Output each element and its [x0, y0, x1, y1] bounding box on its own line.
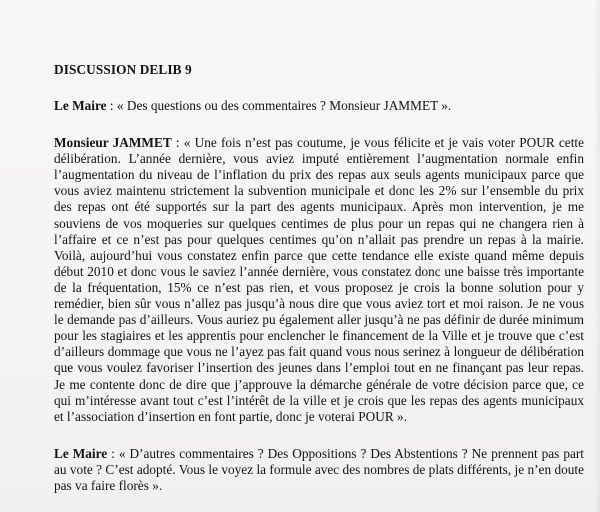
- paragraph-text: « Des questions ou des commentaires ? Monsieur JAMMET ».: [116, 98, 452, 113]
- speaker-separator: :: [107, 445, 119, 461]
- speaker-name: Le Maire: [54, 445, 108, 461]
- paragraph-text: « Une fois n’est pas coutume, je vous félicite et je vais voter POUR cette délibération. L’année dernière, vous aviez imputé entièrement l’augmentation normale enfin l’augmentation du niveau de l’inflation du prix des repas aux seuls agents municipaux parce que vous aviez maintenu strictement la subvention municipale et donc les 2% sur l’ensemble du prix des repas ont été supportés sur la part des agents municipaux. Après mon intervention, je me souviens de vos moqueries sur quelques centimes de plus pour un repas qui ne changera rien à l’affaire et ce n’est pas pour quelques centimes qu’on n’allait pas prendre un repas à la mairie. Voilà, aujourd’hui vous constatez enfin parce que cette tendance elle existe quand même depuis début 2010 et donc vous le saviez l’année dernière, vous constatez donc une baisse très importante de la fréquentation, 15% ce n’est pas rien, et vous proposez je crois la bonne solution pour y remédier, bien sûr vous n’allez pas jusqu’à nous dire que vous aviez tort et moi raison. Je ne vous le demande pas d’ailleurs. Vous auriez pu également aller jusqu’à ne pas définir de durée minimum pour les stagiaires et les apprentis pour enclencher le financement de la Ville et je trouve que c’est d’ailleurs dommage que vous ne l’ayez pas fait quand vous nous serinez à longueur de délibération que vous voulez favoriser l’insertion des jeunes dans l’emploi tout en ne finançant pas leur repas. Je me contente donc de dire que j’approuve la démarche générale de votre décision parce que, ce qui m’intéresse avant tout c’est l’intérêt de la ville et je crois que les repas des agents municipaux et l’association d’insertion en font partie, donc je voterai POUR ».: [54, 135, 584, 424]
- speaker-separator: :: [171, 135, 184, 151]
- speaker-name: Monsieur JAMMET: [54, 135, 172, 151]
- paragraph-maire-vote: [54, 446, 584, 494]
- document-body: [54, 62, 584, 494]
- document-title: DISCUSSION DELIB 9: [54, 62, 192, 77]
- paragraph-text: « D’autres commentaires ? Des Oppositions ? Des Abstentions ? Ne prennent pas part au vote ? C’est adopté. Vous le voyez la formule avec des nombres de plats différents, je n’en doute pas va faire florès ».: [54, 445, 584, 493]
- paragraph-maire-question: [54, 98, 584, 114]
- paragraph-jammet-intervention: [54, 135, 584, 425]
- speaker-name: Le Maire: [54, 98, 107, 113]
- scan-edge-shadow: [594, 0, 600, 512]
- speaker-separator: :: [106, 98, 117, 113]
